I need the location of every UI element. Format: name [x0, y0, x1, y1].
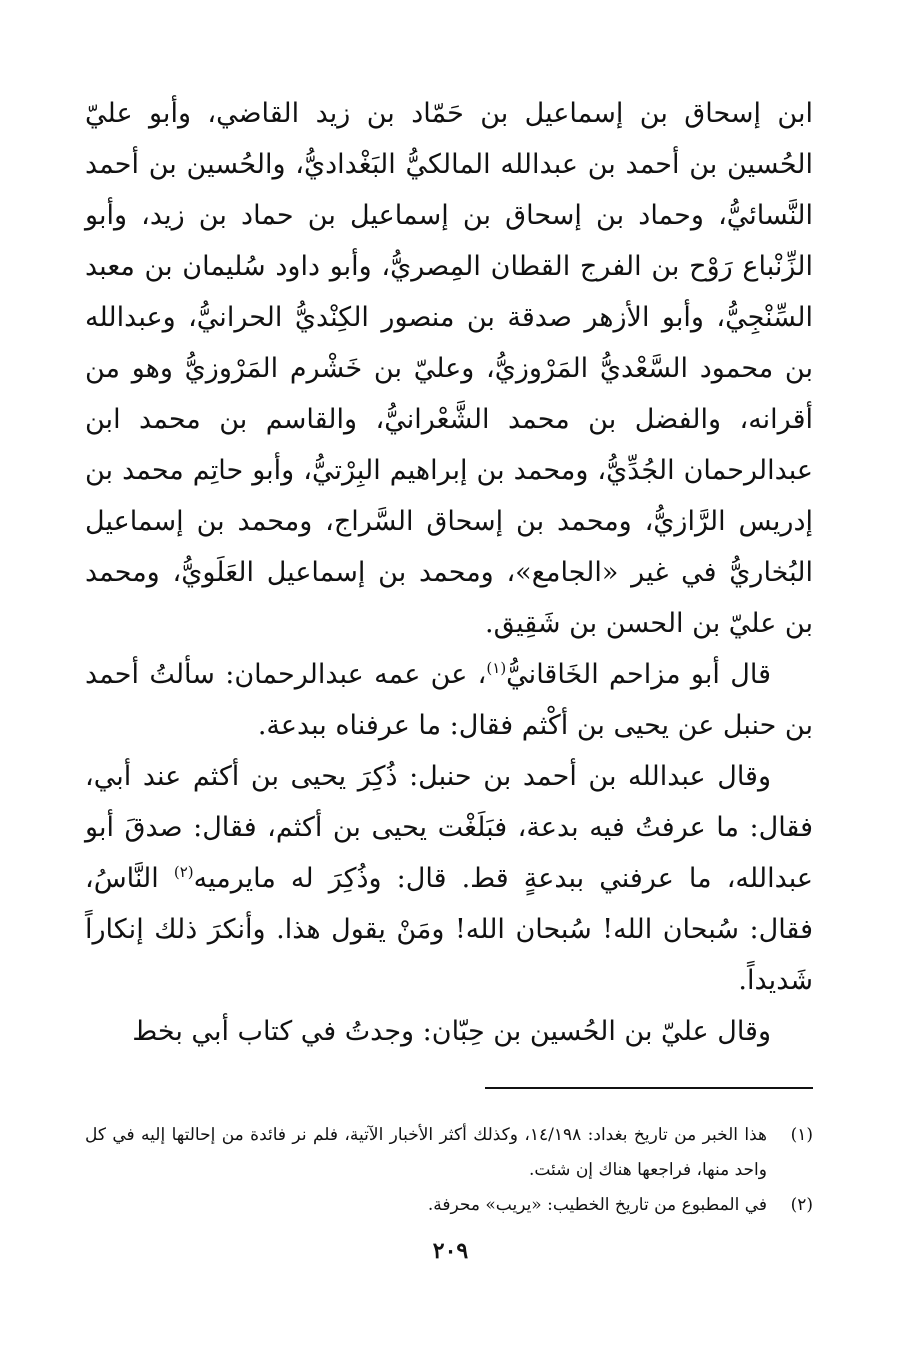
- page-number: ٢٠٩: [432, 1238, 469, 1264]
- footnote-number: (٢): [790, 1195, 813, 1215]
- footnote-number: (١): [790, 1125, 813, 1145]
- paragraph-3-end: النَّاسُ، فقال: سُبحان الله! سُبحان الله! ومَنْ يقول هذا. وأنكرَ ذلك إنكاراً شَديداً.: [85, 863, 813, 996]
- footnote-text: في المطبوع من تاريخ الخطيب: «يريب» محرفة.: [427, 1195, 767, 1215]
- paragraph-3-start: وقال عبدالله بن أحمد بن حنبل: ذُكِرَ يحيى بن أكثم عند أبي، فقال: ما عرفتُ فيه بدعة، فبَلَغْت يحيى بن أكثم، فقال: صدقَ أبو عبدالله، ما عرفني ببدعةٍ قط. قال: وذُكِرَ له مايرميه: [85, 761, 814, 894]
- paragraph-4: وقال عليّ بن الحُسين بن حِبّان: وجدتُ في كتاب أبي بخط: [132, 1016, 771, 1047]
- footnote-separator: [485, 1087, 813, 1089]
- footnote-text: هذا الخبر من تاريخ بغداد: ١٤/١٩٨، وكذلك أكثر الأخبار الآتية، فلم نر فائدة من إحالتها إليه في كل واحد منها، فراجعها هناك إن شئت.: [85, 1125, 767, 1180]
- paragraph-1: ابن إسحاق بن إسماعيل بن حَمّاد بن زيد القاضي، وأبو عليّ الحُسين بن أحمد بن عبدالله المالكيُّ البَغْداديُّ، والحُسين بن أحمد النَّسائيُّ، وحماد بن إسحاق بن إسماعيل بن حماد بن زيد، وأبو الزِّنْباع رَوْح بن الفرج القطان المِصريُّ، وأبو داود سُليمان بن معبد السِّنْجِيُّ، وأبو الأزهر صدقة بن منصور الكِنْديُّ الحرانيُّ، وعبدالله بن محمود السَّعْديُّ المَرْوزيُّ، وعليّ بن خَشْرم المَرْوزيُّ وهو من أقرانه، والفضل بن محمد الشَّعْرانيُّ، والقاسم بن محمد ابن عبدالرحمان الجُدِّيُّ، ومحمد بن إبراهيم البِرْتيُّ، وأبو حاتِم محمد بن إدريس الرَّازيُّ، ومحمد بن إسحاق السَّراج، ومحمد بن إسماعيل البُخاريُّ في غير «الجامع»، ومحمد بن إسماعيل العَلَويُّ، ومحمد بن عليّ بن الحسن بن شَقِيق.: [85, 98, 813, 639]
- footnote-2: [85, 1188, 813, 1223]
- paragraph-2-start: قال أبو مزاحم الخَاقانيُّ: [506, 659, 771, 690]
- footnote-ref-2: (٢): [173, 863, 194, 881]
- footnotes: [85, 1118, 813, 1223]
- footnote-ref-1: (١): [486, 659, 507, 677]
- paragraph-3: [85, 751, 813, 1006]
- main-text: [85, 88, 813, 1057]
- footnote-1: [85, 1118, 813, 1188]
- paragraph-2: [85, 649, 813, 751]
- paragraph-2-end: ، عن عمه عبدالرحمان: سألتُ أحمد بن حنبل عن يحيى بن أكْثم فقال: ما عرفناه ببدعة.: [85, 659, 813, 741]
